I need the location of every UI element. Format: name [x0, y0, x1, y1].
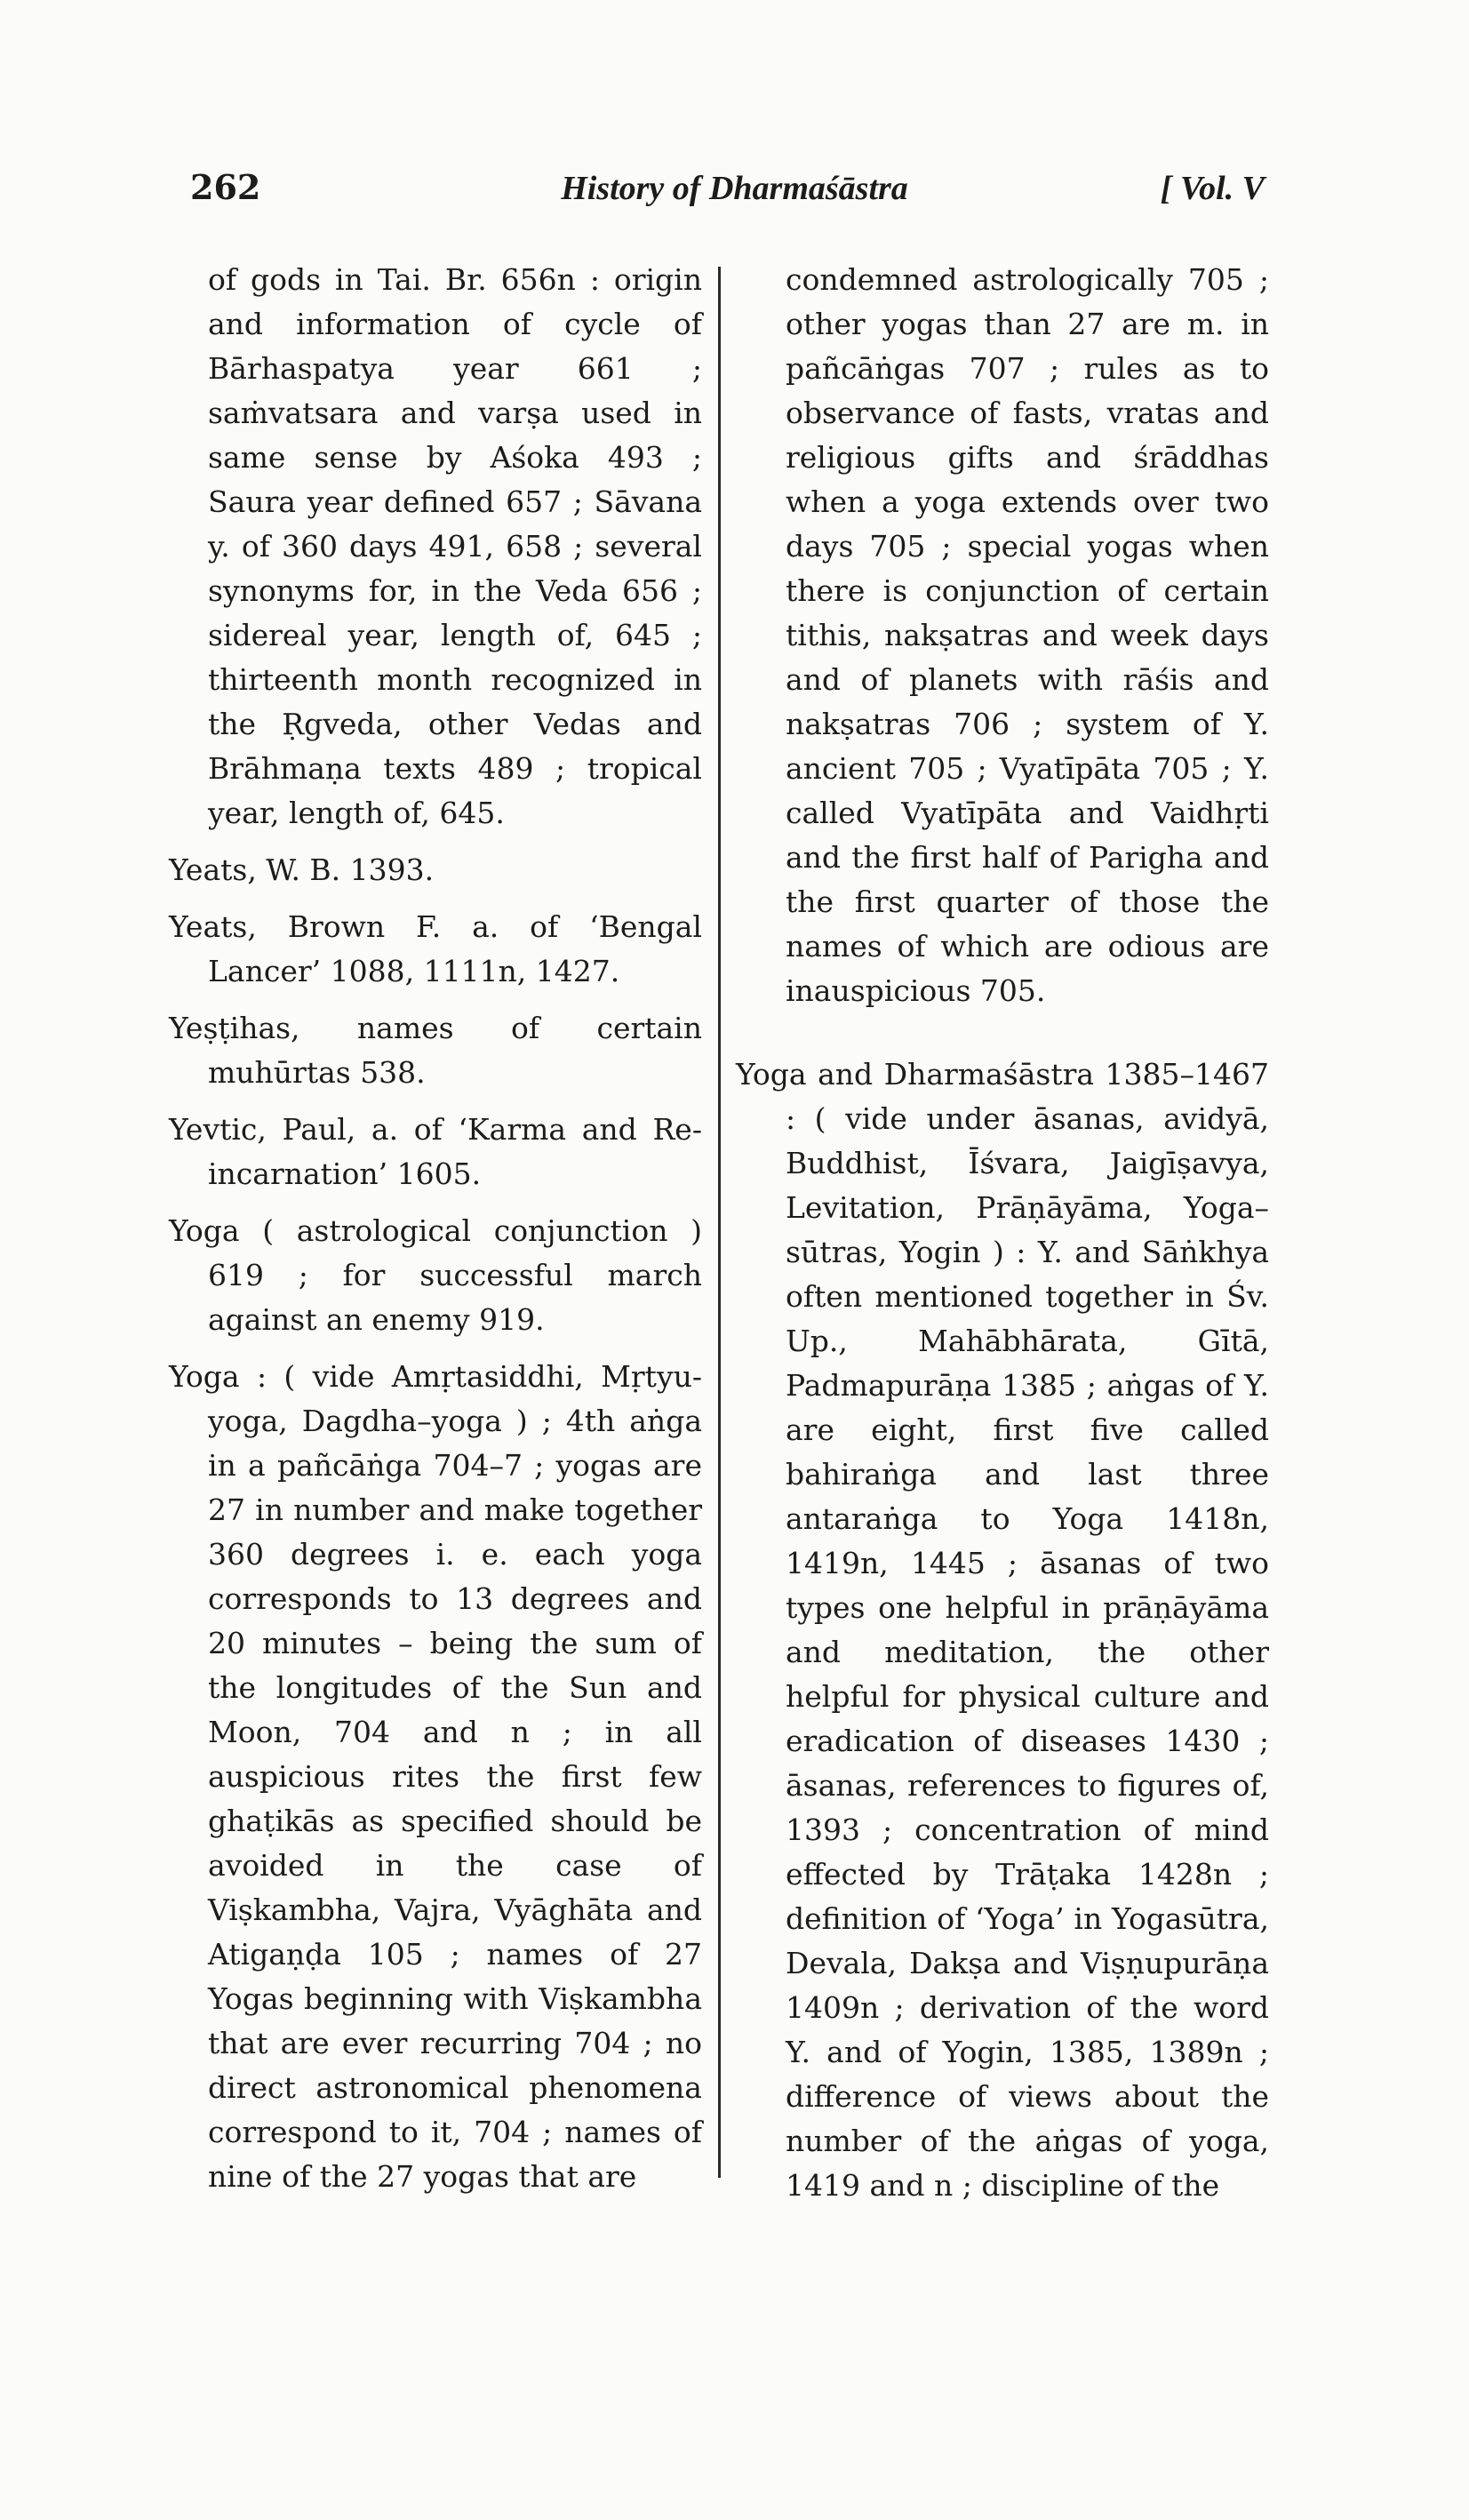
index-entry: Yoga and Dharmaśāstra 1385–1467 : ( vide under āsanas, avidyā, Buddhist, Īśvara, Jaigīṣavya, Levitation, Prāṇāyāma, Yoga–sūtras, Yogin ) : Y. and Sāṅkhya often mentioned together in Śv. Up., Mahābhārata, Gītā, Padmapurāṇa 1385 ; aṅgas of Y. are eight, first five called bahiraṅga and last three antaraṅga to Yoga 1418n, 1419n, 1445 ; āsanas of two types one helpful in prāṇāyāma and meditation, the other helpful for physical culture and eradication of diseases 1430 ; āsanas, references to figures of, 1393 ; concentration of mind effected by Trāṭaka 1428n ; definition of ‘Yoga’ in Yogasūtra, Devala, Dakṣa and Viṣṇupurāṇa 1409n ; derivation of the word Y. and of Yogin, 1385, 1389n ; difference of views about the number of the aṅgas of yoga, 1419 and n ; discipline of the [736, 1057, 1269, 2203]
left-column [169, 258, 702, 2212]
index-entry: condemned astrologically 705 ; other yogas than 27 are m. in pañcāṅgas 707 ; rules as to observance of fasts, vratas and religious gifts and śrāddhas when a yoga extends over two days 705 ; special yogas when there is conjunction of certain tithis, nakṣatras and week days and of planets with rāśis and nakṣatras 706 ; system of Y. ancient 705 ; Vyatīpāta 705 ; Y. called Vyatīpāta and Vaidhṛti and the first half of Parigha and the first quarter of those the names of which are odious are inauspicious 705. [786, 262, 1269, 1008]
volume-label: [ Vol. V [1160, 170, 1265, 207]
index-entry: Yeats, Brown F. a. of ‘Bengal Lancer’ 1088, 1111n, 1427. [169, 909, 702, 988]
index-entry: of gods in Tai. Br. 656n : origin and information of cycle of Bārhaspatya year 661 ; saṁvatsara and varṣa used in same sense by Aśoka 493 ; Saura year defined 657 ; Sāvana y. of 360 days 491, 658 ; several synonyms for, in the Veda 656 ; sidereal year, length of, 645 ; thirteenth month recognized in the Ṛgveda, other Vedas and Brāhmaṇa texts 489 ; tropical year, length of, 645. [208, 262, 702, 830]
index-entry: Yevtic, Paul, a. of ‘Karma and Re-incarnation’ 1605. [169, 1112, 702, 1191]
running-title: History of Dharmaśāstra [561, 170, 908, 207]
index-entry: Yoga : ( vide Amṛtasiddhi, Mṛtyu-yoga, Dagdha–yoga ) ; 4th aṅga in a pañcāṅga 704–7 ; yogas are 27 in number and make together 360 degrees i. e. each yoga corresponds to 13 degrees and 20 minutes – being the sum of the longitudes of the Sun and Moon, 704 and n ; in all auspicious rites the first few ghaṭikās as specified should be avoided in the case of Viṣkambha, Vajra, Vyāghāta and Atigaṇḍa 105 ; names of 27 Yogas beginning with Viṣkambha that are ever recurring 704 ; no direct astronomical phenomena correspond to it, 704 ; names of nine of the 27 yogas that are [169, 1359, 702, 2194]
page-number: 262 [190, 167, 261, 207]
column-rule [718, 267, 721, 2178]
right-column [736, 258, 1269, 2220]
index-entry: Yeṣṭihas, names of certain muhūrtas 538. [169, 1011, 702, 1090]
page-header [0, 167, 1469, 220]
index-entry: Yeats, W. B. 1393. [169, 852, 435, 887]
index-entry: Yoga ( astrological conjunction ) 619 ; for successful march against an enemy 919. [169, 1213, 702, 1337]
